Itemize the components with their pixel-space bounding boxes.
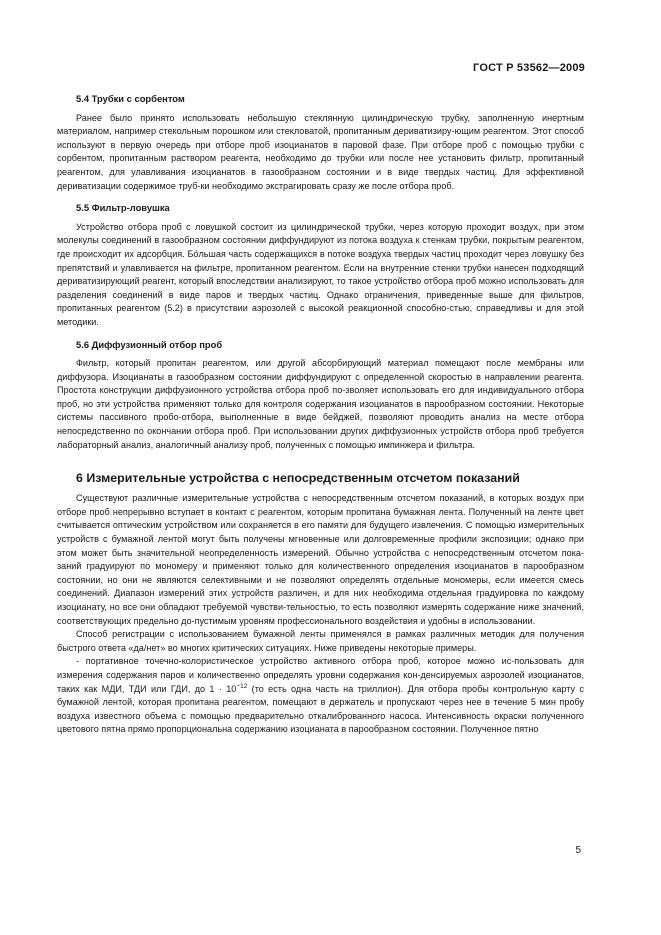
standard-header: ГОСТ Р 53562—2009 [473, 62, 585, 74]
paragraph: Фильтр, который пропитан реагентом, или другой абсорбирующий материал помещают после мембраны или диффузора. Изоцианаты в газообразном состоянии диффундируют с определенной скоростью в направлении реагента. Простота конструкции диффузионного устройства отбора проб по-зволяет использовать его для индивидуального отбора проб, но эти устройства применяют только для контроля содержания изоцианатов в парообразном состоянии. Некоторые системы пассивного пробо-отбора, выполненные в виде бейджей, позволяют проводить анализ на месте отбора непосредственно по окончании отбора проб. При использовании других диффузионных устройств отбора проб требуется лабораторный анализ, аналогичный анализу проб, полученных с помощью импинжера и фильтра. [57, 358, 584, 450]
paragraph: Способ регистрации с использованием бумажной ленты применялся в рамках различных методик для получения быстрого ответа «да/нет» во многих критических ситуациях. Ниже приведены некоторые примеры. [57, 629, 584, 653]
section-heading: 5.6 Диффузионный отбор проб [76, 338, 223, 350]
section-5-5 [57, 201, 584, 329]
paragraph: Существуют различные измерительные устройства с непосредственным отсчетом показаний, в которых воздух при отборе проб непрерывно вступает в контакт с реагентом, которым пропитана бумажная лента. Полученный на ленте цвет считывается оптическим устройством или сохраняется в его памяти для будущего извлечения. С помощью измерительных устройств с бумажной лентой могут быть получены мгновенные или долговременные профили экспозиции; однако при этом может быть значительной неопределенность измерений. Обычно устройства с непосредственным отсчетом пока-заний градуируют по мономеру и применяют только для количественного определения изоцианатов в парообразном состоянии, но они не являются селективными и не позволяют определять отдельные мономеры, если имеется смесь соединений. Диапазон измерений этих устройств различен, и для них необходима отдельная градуировка по каждому изоцианату, но все они обладают требуемой чувстви-тельностью, то есть позволяют измерять содержание ниже значений, соответствующих предельно до-пустимым уровням профессионального воздействия и удобны в использовании. [57, 493, 584, 626]
exponent: −12 [236, 682, 248, 690]
bullet-text: - портативное точечно-колористическое устройство активного отбора проб, которое можно ис-пользовать для измерения содержания паров и количественно определять уровни содержания кон-денсируемых аэрозолей изоцианатов, таких как МДИ, ТДИ или ГДИ, до 1 · 10 [57, 656, 584, 694]
chapter-heading: 6 Измерительные устройства с непосредственным отсчетом показаний [76, 471, 520, 486]
bullet-paragraph [57, 655, 584, 737]
paragraph: Устройство отбора проб с ловушкой состоит из цилиндрической трубки, через которую проходит воздух, при этом молекулы соединений в газообразном состоянии диффундируют из потока воздуха к стенкам трубки, покрытым реагентом, где происходит их адсорбция. Бо́льшая часть содержащихся в потоке воздуха твердых частиц проходит через ловушку без препятствий и улавливается на фильтре, пропитанном реагентом. Если на внутренние стенки трубки нанесен подходящий дериватизирующий реагент, который впоследствии анализируют, то такое устройство отбора проб можно использовать для разделения соединений в виде паров и твердых частиц. Однако ограничения, приведенные выше для фильтров, пропитанных реагентом (5.2) в присутствии аэрозолей с высокой реакционной способно-стью, справедливы и для этой методики. [57, 221, 584, 327]
section-5-4 [57, 92, 584, 193]
bullet-text-cont: (то есть одна часть на триллион). Для отбора пробы контрольную карту с бумажной лентой, которая пропитана реагентом, помещают в держатель и пропускают через нее в течение 5 мин пробу воздуха известного объема с помощью предварительно откалиброванного насоса. Интенсивность окраски полученного цветового пятна прямо пропорциональна содержанию изоцианата в парообразном состоянии. Полученное пятно [57, 683, 584, 735]
paragraph: Ранее было принято использовать небольшую стеклянную цилиндрическую трубку, заполненную инертным материалом, например стекольным порошком или стекловатой, пропитанным дериватизиру-ющим реагентом. Этот способ используют в первую очередь при отборе проб изоцианатов в паровой фазе. При отборе проб с помощью трубки с сорбентом, пропитанным раствором реагента, необходимо до трубки или после нее установить фильтр, пропитанный реагентом, для улавливания изоцианатов в газообразном состоянии и в виде твердых частиц. Для эффективной дериватизации содержимое труб-ки необходимо экстрагировать сразу же после отбора проб. [57, 112, 584, 191]
document-body [57, 92, 584, 737]
page-number: 5 [575, 845, 581, 856]
section-heading: 5.4 Трубки с сорбентом [76, 93, 185, 104]
section-5-6 [57, 338, 584, 453]
section-heading: 5.5 Фильтр-ловушка [76, 202, 170, 214]
